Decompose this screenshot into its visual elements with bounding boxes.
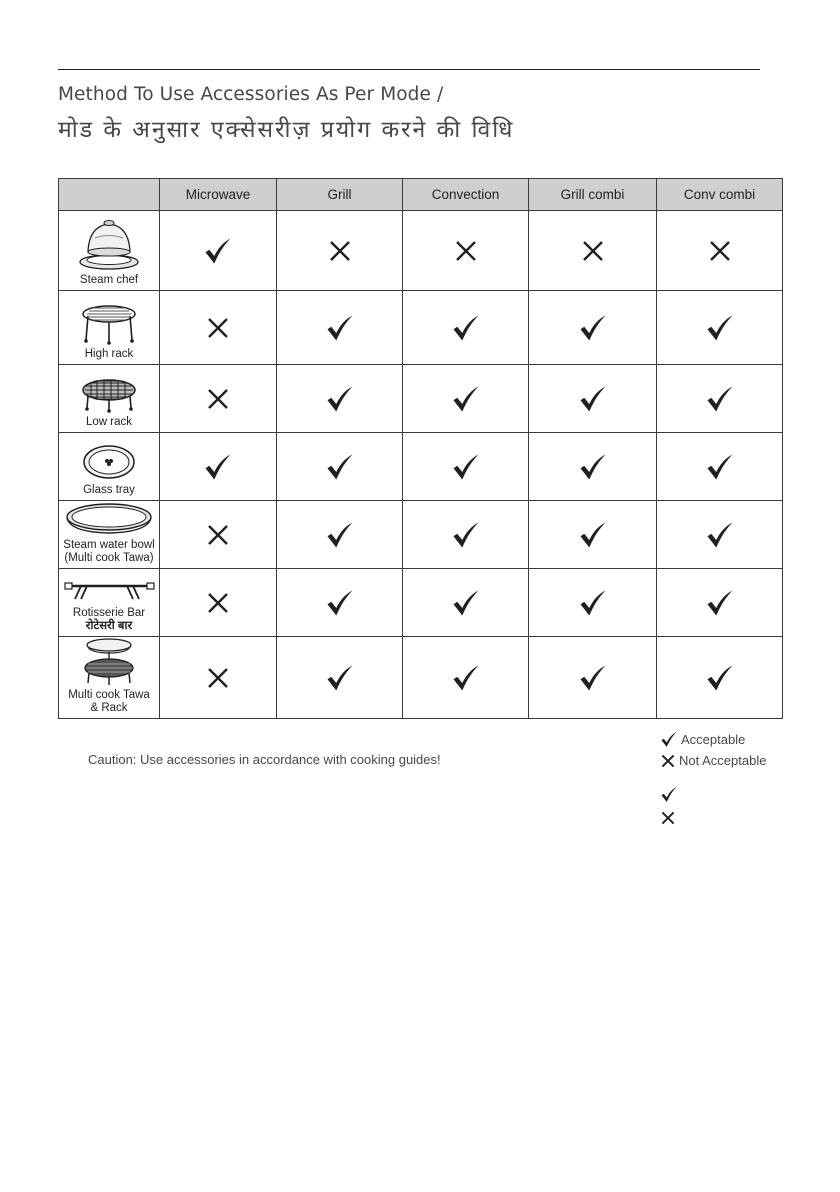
column-header-accessory	[59, 179, 160, 211]
cross-icon	[454, 240, 478, 259]
accessory-label: Low rack	[85, 416, 133, 428]
check-icon	[325, 524, 355, 543]
check-icon	[451, 667, 481, 686]
cell-convection	[403, 365, 529, 433]
caution-note: Caution: Use accessories in accordance with cooking guides!	[88, 752, 441, 767]
column-header-microwave: Microwave	[160, 179, 277, 211]
accessory-label: Steam chef	[79, 274, 139, 286]
cell-grill-combi	[529, 211, 657, 291]
cell-grill-combi	[529, 637, 657, 719]
cell-microwave	[160, 433, 277, 501]
accessory-label: Glass tray	[83, 484, 135, 496]
accessory-sublabel: (Multi cook Tawa)	[64, 552, 154, 564]
accessory-cell	[59, 291, 160, 365]
check-icon	[660, 786, 678, 803]
cell-convection	[403, 291, 529, 365]
table-header-row	[59, 179, 783, 211]
cell-grill	[277, 291, 403, 365]
check-icon	[451, 388, 481, 407]
cross-icon	[206, 667, 230, 686]
check-icon	[578, 317, 608, 336]
column-header-grill: Grill	[277, 179, 403, 211]
accessory-cell	[59, 365, 160, 433]
table-row	[59, 211, 783, 291]
accessory-cell	[59, 637, 160, 719]
top-rule	[58, 69, 760, 70]
accessory-sublabel: रोटेसरी बार	[85, 620, 133, 632]
cell-grill	[277, 501, 403, 569]
table-row	[59, 501, 783, 569]
cross-icon	[581, 240, 605, 259]
page-title: Method To Use Accessories As Per Mode /	[58, 84, 444, 105]
check-icon	[578, 456, 608, 475]
cell-convection	[403, 637, 529, 719]
check-icon	[203, 456, 233, 475]
check-icon	[705, 388, 735, 407]
page-title-hindi: मोड के अनुसार एक्सेसरीज़ प्रयोग करने की विधि	[58, 117, 515, 143]
accessory-cell	[59, 211, 160, 291]
column-header-grill-combi: Grill combi	[529, 179, 657, 211]
check-icon	[705, 524, 735, 543]
cell-grill-combi	[529, 501, 657, 569]
accessory-cell	[59, 501, 160, 569]
cross-icon	[206, 524, 230, 543]
accessory-mode-table	[58, 178, 783, 719]
cell-conv-combi	[657, 501, 783, 569]
cell-convection	[403, 433, 529, 501]
check-icon	[660, 731, 678, 748]
cell-grill-combi	[529, 291, 657, 365]
rotisserie-bar-icon	[59, 577, 159, 605]
cell-microwave	[160, 291, 277, 365]
cross-icon	[660, 753, 676, 769]
legend-symbol-cross	[660, 806, 678, 830]
cell-conv-combi	[657, 637, 783, 719]
check-icon	[578, 388, 608, 407]
check-icon	[451, 456, 481, 475]
cell-microwave	[160, 501, 277, 569]
cell-grill-combi	[529, 433, 657, 501]
check-icon	[705, 317, 735, 336]
cell-microwave	[160, 637, 277, 719]
check-icon	[705, 592, 735, 611]
legend-not-acceptable-label: Not Acceptable	[679, 753, 767, 768]
column-header-convection: Convection	[403, 179, 529, 211]
cell-grill	[277, 569, 403, 637]
cell-conv-combi	[657, 365, 783, 433]
cell-conv-combi	[657, 569, 783, 637]
cross-icon	[708, 240, 732, 259]
legend-symbol-check	[660, 782, 678, 806]
cell-microwave	[160, 211, 277, 291]
cell-conv-combi	[657, 211, 783, 291]
cell-grill-combi	[529, 569, 657, 637]
multi-cook-tawa-rack-icon	[59, 637, 159, 687]
cell-convection	[403, 211, 529, 291]
table-row	[59, 433, 783, 501]
cell-grill	[277, 365, 403, 433]
cross-icon	[328, 240, 352, 259]
table-row	[59, 291, 783, 365]
check-icon	[578, 524, 608, 543]
column-header-conv-combi: Conv combi	[657, 179, 783, 211]
cell-microwave	[160, 365, 277, 433]
accessory-sublabel: & Rack	[90, 702, 128, 714]
cross-icon	[206, 592, 230, 611]
check-icon	[325, 456, 355, 475]
steam-water-bowl-icon	[59, 501, 159, 537]
cell-convection	[403, 501, 529, 569]
table-row	[59, 569, 783, 637]
cell-microwave	[160, 569, 277, 637]
legend-symbols	[660, 782, 678, 830]
high-rack-icon	[59, 302, 159, 346]
accessory-label: Rotisserie Bar	[72, 607, 146, 619]
legend-not-acceptable	[660, 750, 830, 771]
accessory-cell	[59, 433, 160, 501]
check-icon	[578, 592, 608, 611]
check-icon	[705, 667, 735, 686]
cross-icon	[660, 810, 676, 826]
legend-acceptable	[660, 729, 830, 750]
check-icon	[451, 524, 481, 543]
cell-conv-combi	[657, 291, 783, 365]
check-icon	[325, 667, 355, 686]
legend-acceptable-label: Acceptable	[681, 732, 746, 747]
cell-grill	[277, 211, 403, 291]
accessory-label: Multi cook Tawa	[68, 689, 150, 701]
cell-grill	[277, 433, 403, 501]
cell-conv-combi	[657, 433, 783, 501]
accessory-label: Steam water bowl	[63, 539, 155, 551]
cell-grill	[277, 637, 403, 719]
cross-icon	[206, 317, 230, 336]
accessory-label: High rack	[84, 348, 134, 360]
table-row	[59, 365, 783, 433]
accessory-cell	[59, 569, 160, 637]
low-rack-icon	[59, 376, 159, 414]
check-icon	[705, 456, 735, 475]
check-icon	[451, 592, 481, 611]
check-icon	[203, 240, 233, 259]
legend	[660, 729, 830, 771]
glass-tray-icon	[59, 442, 159, 482]
check-icon	[325, 317, 355, 336]
check-icon	[578, 667, 608, 686]
steam-chef-icon	[59, 216, 159, 272]
cross-icon	[206, 388, 230, 407]
check-icon	[325, 592, 355, 611]
check-icon	[325, 388, 355, 407]
cell-grill-combi	[529, 365, 657, 433]
cell-convection	[403, 569, 529, 637]
table-row	[59, 637, 783, 719]
check-icon	[451, 317, 481, 336]
